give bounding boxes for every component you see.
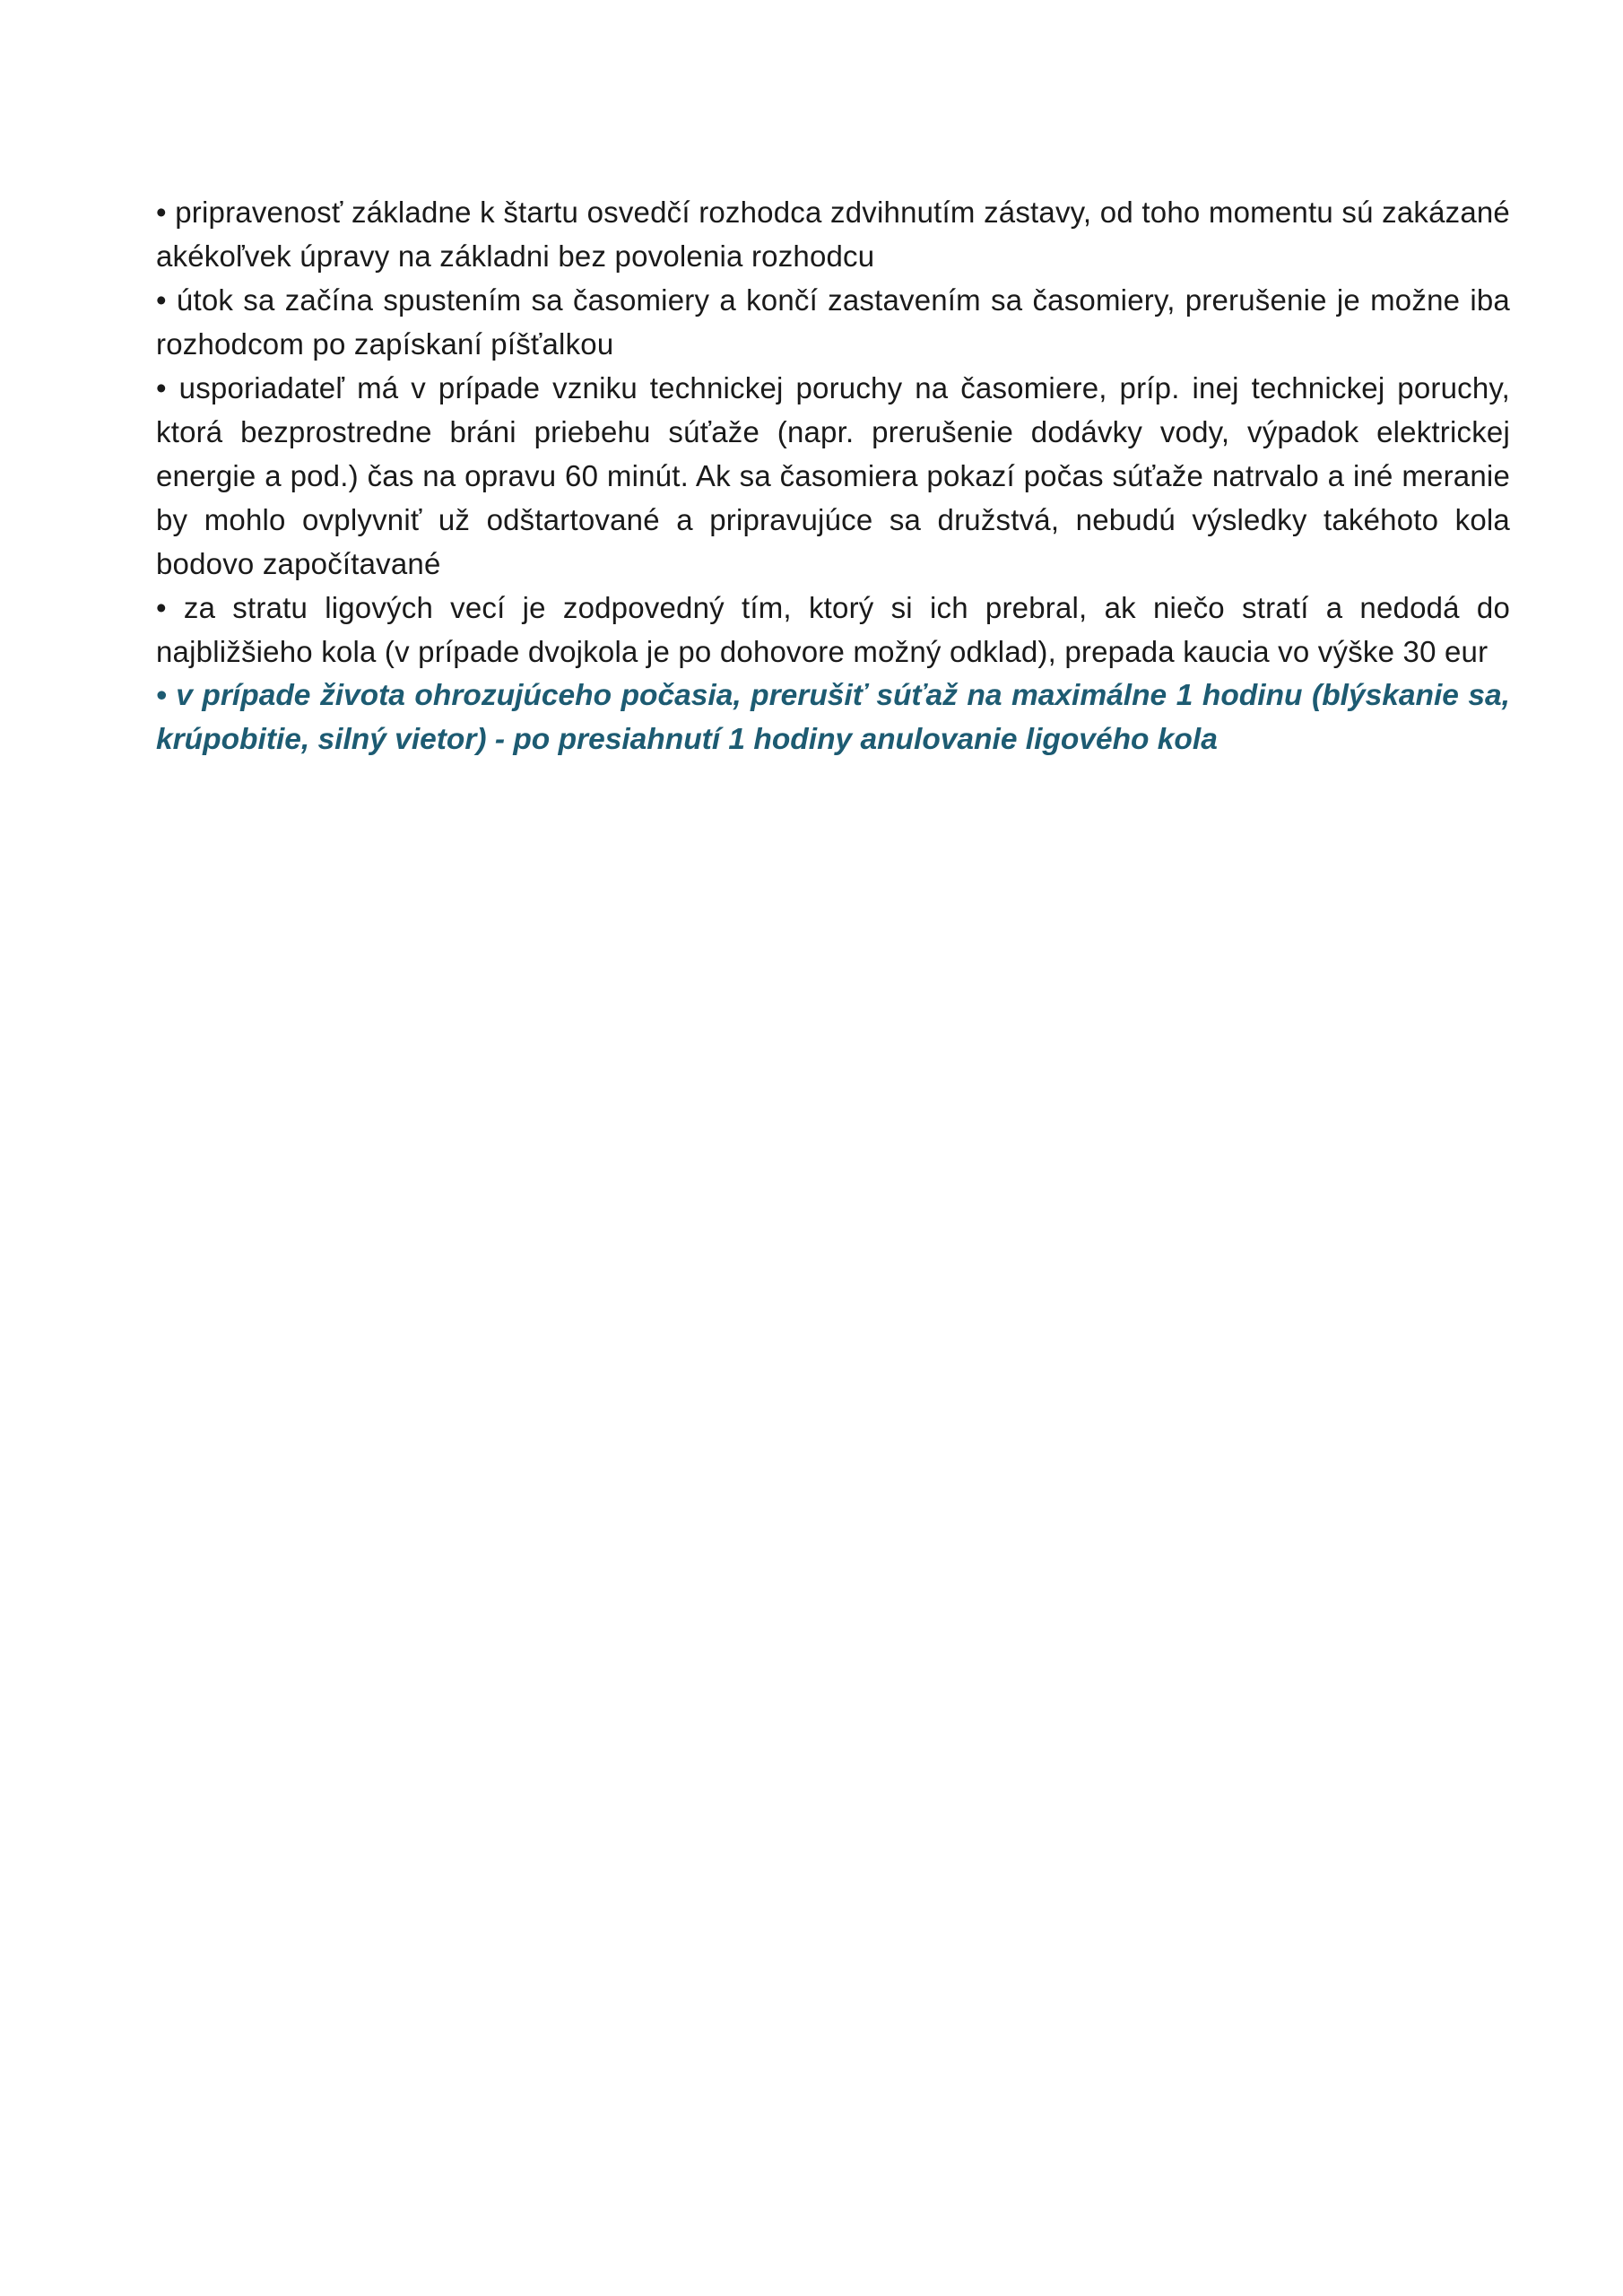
rules-text-block — [156, 190, 1510, 761]
rule-paragraph-start-readiness: • pripravenosť základne k štartu osvedčí rozhodca zdvihnutím zástavy, od toho momentu sú zakázané akékoľvek úpravy na základni bez povolenia rozhodcu — [156, 196, 1510, 273]
rule-paragraph-attack-timing: • útok sa začína spustením sa časomiery a končí zastavením sa časomiery, prerušenie je možne iba rozhodcom po zapískaní píšťalkou — [156, 283, 1510, 361]
rule-paragraph-technical-failure: • usporiadateľ má v prípade vzniku technickej poruchy na časomiere, príp. inej technickej poruchy, ktorá bezprostredne bráni priebehu súťaže (napr. prerušenie dodávky vody, výpadok elektrickej energie a pod.) čas na opravu 60 minút. Ak sa časomiera pokazí počas súťaže natrvalo a iné meranie by mohlo ovplyvniť už odštartované a pripravujúce sa družstvá, nebudú výsledky takéhoto kola bodovo započítavané — [156, 371, 1510, 580]
rule-paragraph-weather-highlight: • v prípade života ohrozujúceho počasia, prerušiť súťaž na maximálne 1 hodinu (blýskanie sa, krúpobitie, silný vietor) - po presiahnutí 1 hodiny anulovanie ligového kola — [156, 679, 1510, 756]
rule-paragraph-lost-items: • za stratu ligových vecí je zodpovedný tím, ktorý si ich prebral, ak niečo stratí a nedodá do najbližšieho kola (v prípade dvojkola je po dohovore možný odklad), prepada kaucia vo výške 30 eur — [156, 591, 1510, 668]
